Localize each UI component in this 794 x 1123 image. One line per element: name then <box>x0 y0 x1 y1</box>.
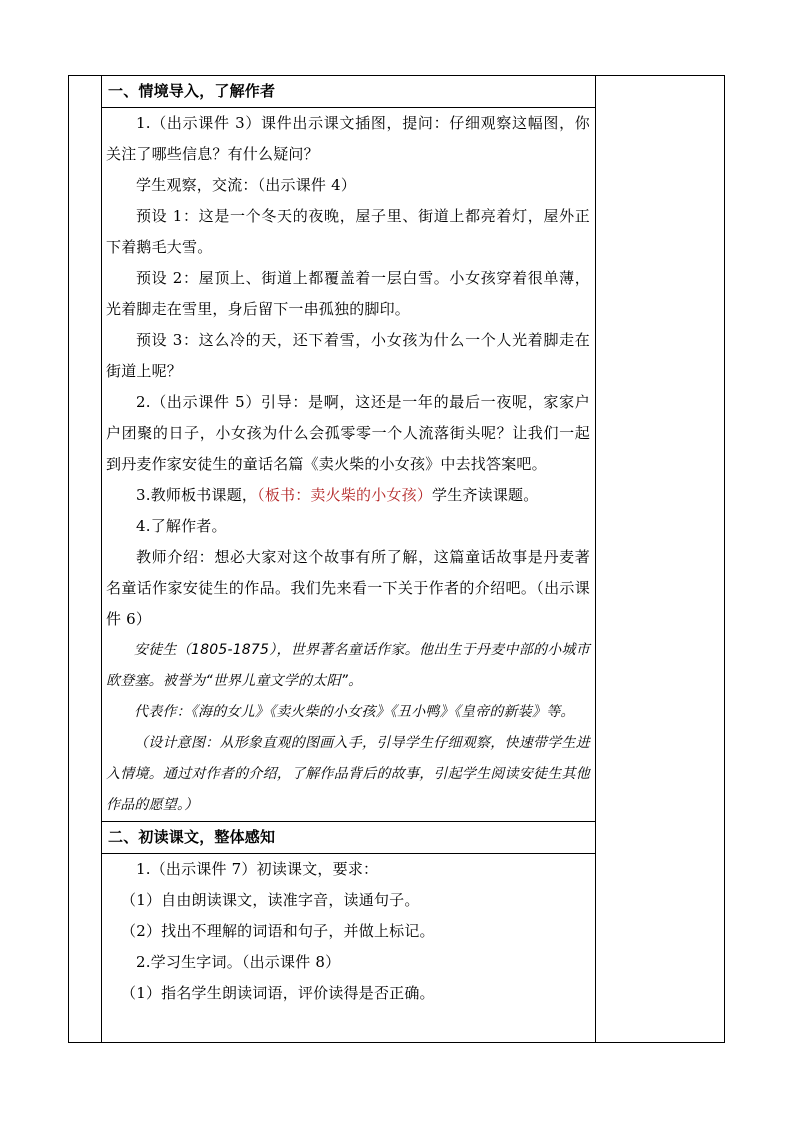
paragraph: 学生观察，交流：（出示课件 4） <box>136 176 357 194</box>
paragraph: 预设 2：屋顶上、街道上都覆盖着一层白雪。小女孩穿着很单薄，光着脚走在雪里，身后留下一串孤独的脚印。 <box>106 269 590 318</box>
lesson-content <box>104 76 594 1009</box>
section-1-title: 一、情境导入，了解作者 <box>108 82 276 100</box>
author-intro: 安徒生（1805-1875），世界著名童话作家。他出生于丹麦中部的小城市欧登塞。被誉为“世界儿童文学的太阳”。 <box>106 642 590 689</box>
paragraph: 预设 1：这是一个冬天的夜晚，屋子里、街道上都亮着灯，屋外正下着鹅毛大雪。 <box>106 207 590 256</box>
section-2-title: 二、初读课文，整体感知 <box>108 828 276 846</box>
paragraph <box>104 480 594 511</box>
representative-works: 代表作：《海的女儿》《卖火柴的小女孩》《丑小鸭》《皇帝的新装》等。 <box>134 704 575 720</box>
paragraph: （1）指名学生朗读词语，评价读得是否正确。 <box>121 984 435 1002</box>
left-column-border <box>101 76 102 1042</box>
right-column-border <box>595 76 596 1042</box>
text: 学生齐读课题。 <box>432 486 539 504</box>
lesson-table <box>68 75 725 1043</box>
paragraph: 1.（出示课件 7）初读课文，要求： <box>136 860 379 878</box>
paragraph: 2.学习生字词。（出示课件 8） <box>136 953 341 971</box>
board-title: （板书：卖火柴的小女孩） <box>257 486 433 504</box>
paragraph: 预设 3：这么冷的天，还下着雪，小女孩为什么一个人光着脚走在街道上呢？ <box>106 331 590 380</box>
paragraph: 4.了解作者。 <box>136 517 227 535</box>
text: 3.教师板书课题， <box>136 486 258 504</box>
paragraph: 2.（出示课件 5）引导：是啊，这还是一年的最后一夜呢，家家户户团聚的日子，小女孩为什么会孤零零一个人流落街头呢？让我们一起到丹麦作家安徒生的童话名篇《卖火柴的小女孩》中去找答案吧。 <box>106 393 590 473</box>
design-intent: （设计意图：从形象直观的图画入手，引导学生仔细观察，快速带学生进入情境。通过对作者的介绍，了解作品背后的故事，引起学生阅读安徒生其他作品的愿望。） <box>106 735 590 813</box>
paragraph: 教师介绍：想必大家对这个故事有所了解，这篇童话故事是丹麦著名童话作家安徒生的作品。我们先来看一下关于作者的介绍吧。（出示课件 6） <box>106 548 590 628</box>
paragraph: （1）自由朗读课文，读准字音，读通句子。 <box>121 891 420 909</box>
paragraph: 1.（出示课件 3）课件出示课文插图，提问：仔细观察这幅图，你关注了哪些信息？有什么疑问？ <box>106 114 590 163</box>
paragraph: （2）找出不理解的词语和句子，并做上标记。 <box>121 922 435 940</box>
